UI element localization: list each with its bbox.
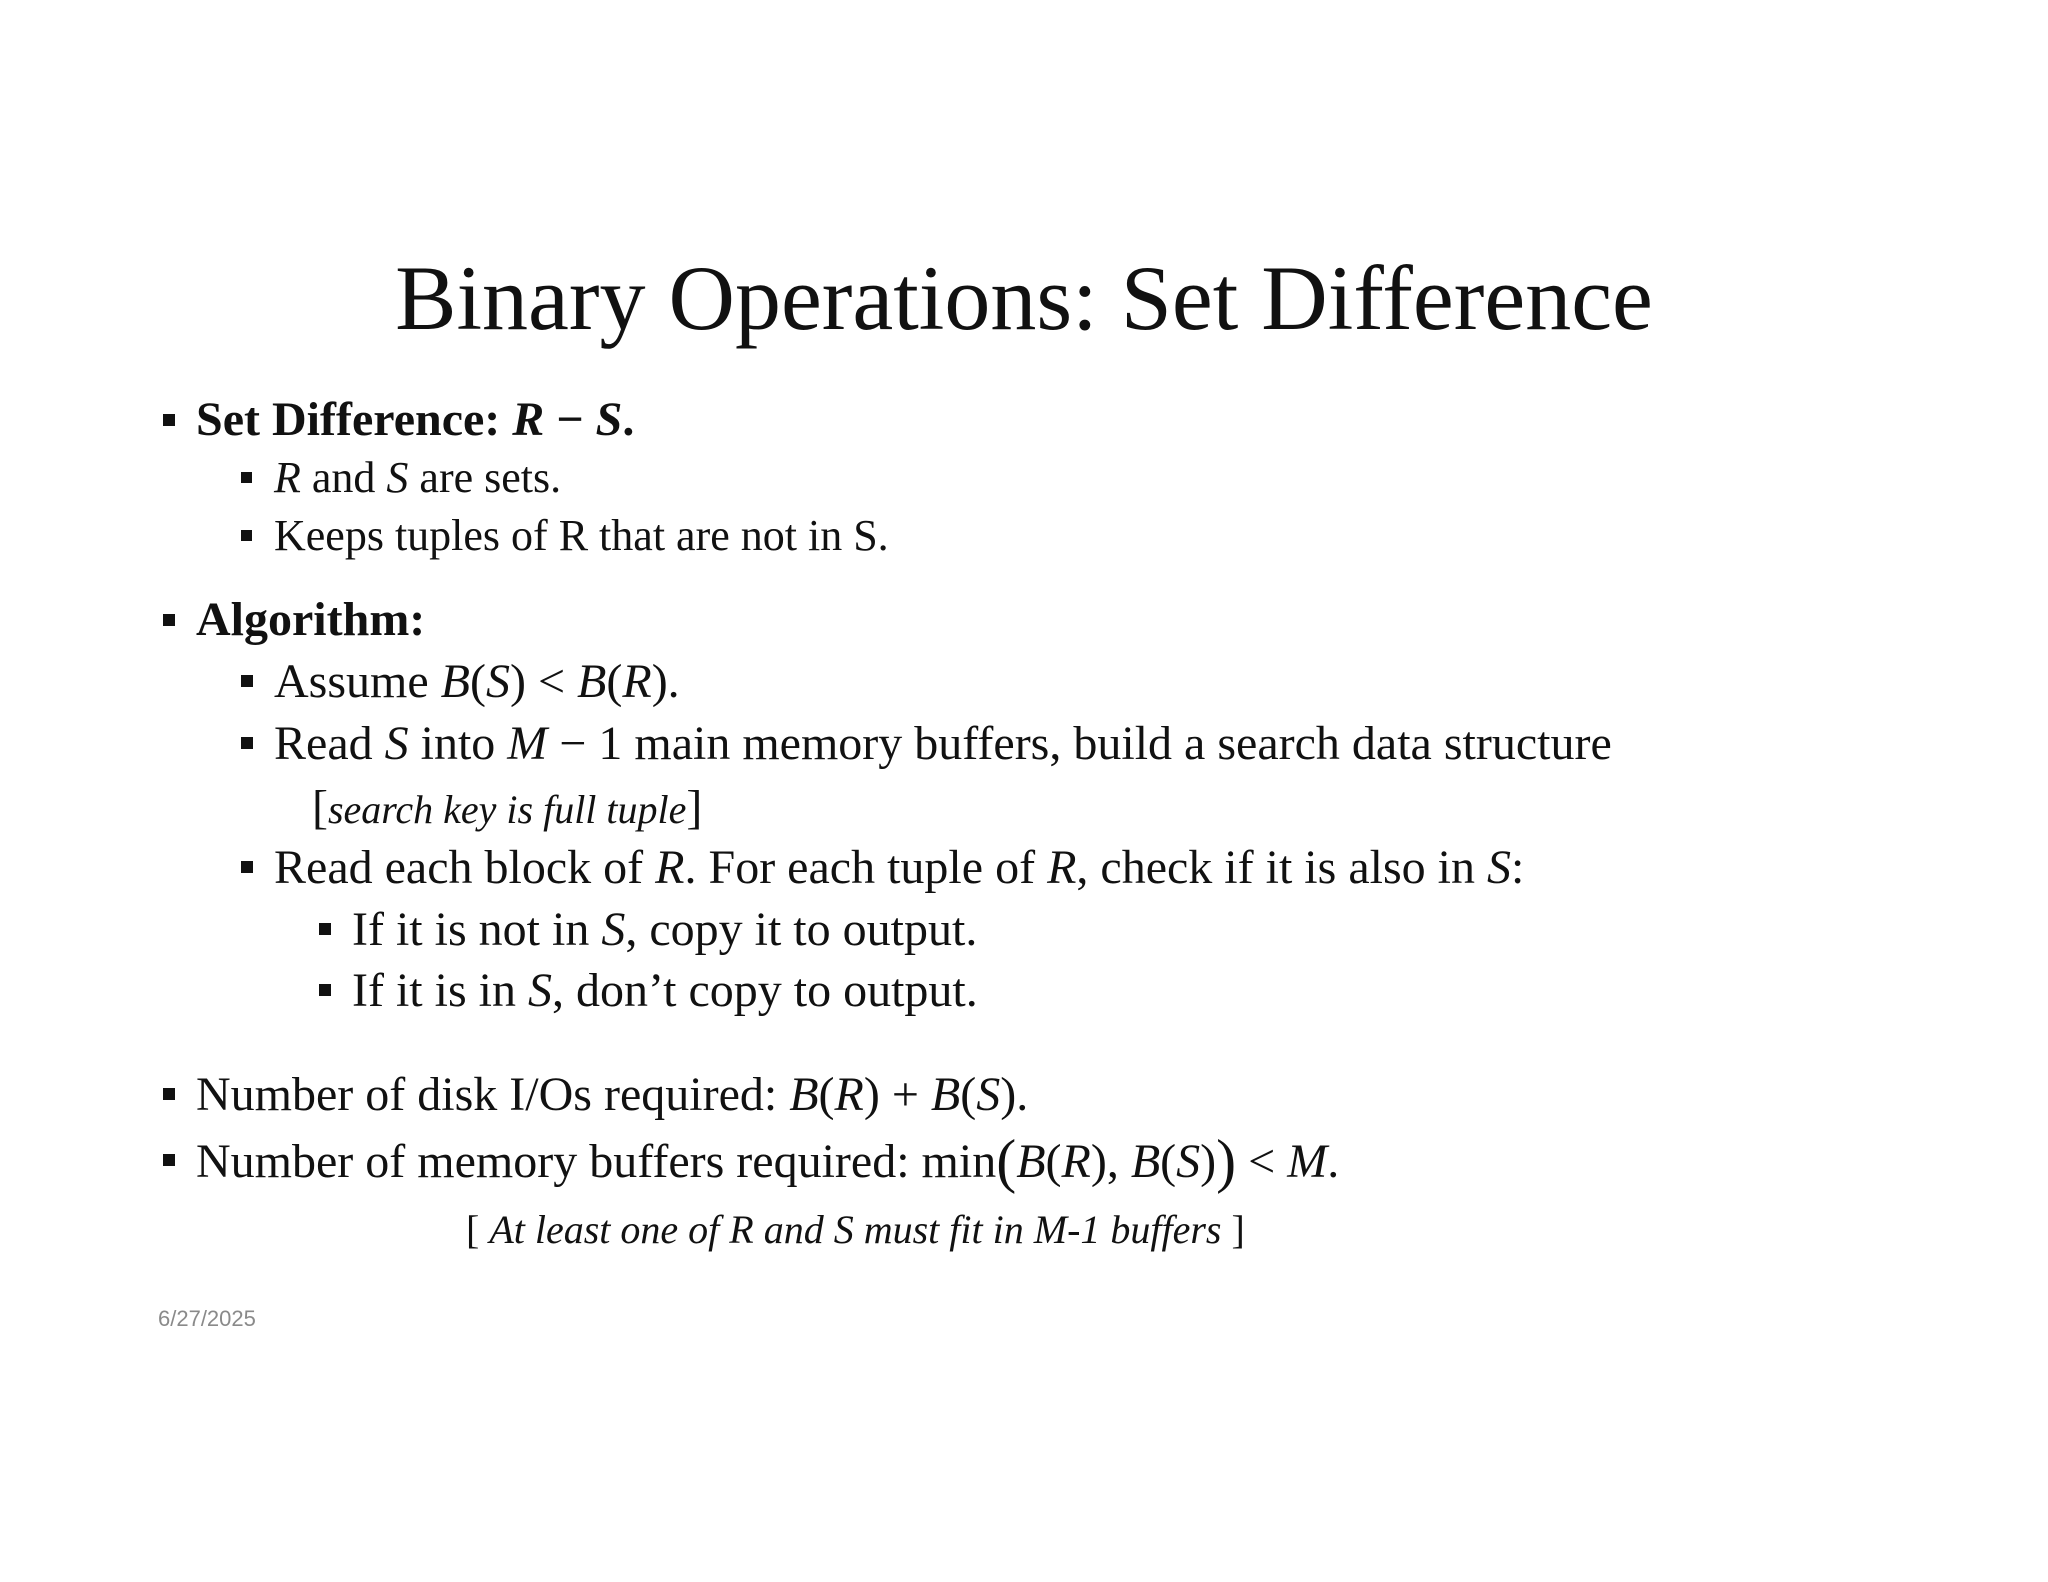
var-s: S (1176, 1135, 1201, 1188)
assume-line (274, 654, 680, 710)
var-s: S (384, 717, 409, 770)
memory-line: Number of memory buffers required: min(B(R), B(S)) < M. (196, 1128, 1340, 1194)
disk-io-text: Number of disk I/Os required: (196, 1068, 790, 1121)
paren: ( (470, 655, 486, 708)
var-r: R (1061, 1135, 1091, 1188)
b-fn: B (1130, 1135, 1161, 1188)
bullet-icon (241, 530, 252, 541)
less-than: < (525, 655, 578, 708)
var-r: R (1047, 841, 1077, 894)
less-than: < (1236, 1135, 1288, 1188)
var-r: R (655, 841, 685, 894)
var-s: S (386, 453, 409, 502)
bracket-close: ] (686, 781, 703, 834)
search-key-text: search key is full tuple (327, 787, 687, 832)
read-r-line (274, 840, 1524, 896)
paren: ) (509, 655, 526, 708)
b-fn: B (577, 655, 607, 708)
plus: + (879, 1068, 931, 1121)
bullet-icon (241, 861, 253, 873)
search-key-note (312, 781, 703, 834)
slide-title: Binary Operations: Set Difference (395, 247, 1653, 349)
comma: , (1106, 1135, 1131, 1188)
var-s: S (485, 655, 510, 708)
fit-note (466, 1206, 1245, 1254)
paren-period: ). (651, 655, 680, 708)
expr-minus: − (544, 393, 596, 446)
for-each-text: . For each tuple of (684, 841, 1048, 894)
bullet-icon (163, 614, 175, 626)
fit-note-text: At least one of R and S must fit in M-1 buffers (489, 1207, 1222, 1252)
not-in-s-line (352, 902, 977, 958)
dont-copy-text: , don’t copy to output. (552, 964, 978, 1017)
expr-period: . (622, 393, 635, 446)
period: . (1327, 1135, 1340, 1188)
period: . (1016, 1068, 1029, 1121)
var-r: R (274, 453, 301, 502)
bullet-icon (319, 923, 331, 935)
check-text: , check if it is also in (1076, 841, 1487, 894)
if-in-text: If it is in (352, 964, 528, 1017)
var-r: R (834, 1068, 864, 1121)
algorithm-heading: Algorithm: (196, 593, 426, 646)
keeps-line: Keeps tuples of R that are not in S. (274, 511, 889, 560)
if-not-text: If it is not in (352, 903, 602, 956)
bullet-icon (319, 984, 331, 996)
b-fn: B (930, 1068, 961, 1121)
var-s: S (528, 964, 552, 1017)
bullet-icon (241, 675, 253, 687)
bracket-close: ] (1221, 1207, 1245, 1252)
disk-io-line: Number of disk I/Os required: B(R) + B(S). (196, 1068, 1029, 1121)
slide-date: 6/27/2025 (158, 1306, 256, 1331)
sets-line (274, 452, 561, 504)
bullet-icon (241, 472, 252, 483)
text-and: and (300, 453, 387, 502)
var-m: M (1287, 1135, 1328, 1188)
bullet-icon (163, 1154, 175, 1166)
expr-s: S (595, 393, 623, 446)
in-s-line (352, 963, 978, 1019)
var-s: S (601, 903, 626, 956)
buffers-text: − 1 main memory buffers, build a search data structure (547, 717, 1612, 770)
read-each-text: Read each block of (274, 841, 656, 894)
copy-text: , copy it to output. (625, 903, 978, 956)
bracket-open: [ (312, 781, 328, 834)
set-difference-label: Set Difference: (196, 393, 513, 446)
memory-text: Number of memory buffers required: min (196, 1135, 997, 1188)
expr-r: R (512, 393, 545, 446)
into-text: into (408, 717, 508, 770)
paren: ( (606, 655, 623, 708)
bullet-icon (163, 1088, 175, 1100)
read-s-line (274, 716, 1612, 772)
var-s: S (1486, 841, 1511, 894)
b-fn: B (440, 655, 470, 708)
assume-text: Assume (274, 655, 441, 708)
var-r: R (622, 655, 652, 708)
bracket-open: [ (466, 1207, 490, 1252)
read-text: Read (274, 717, 385, 770)
b-fn: B (789, 1068, 819, 1121)
bullet-icon (241, 737, 253, 749)
var-s: S (976, 1068, 1001, 1121)
var-m: M (507, 717, 548, 770)
set-difference-heading (196, 392, 634, 448)
colon: : (1510, 841, 1525, 894)
bullet-icon (163, 414, 175, 426)
b-fn: B (1016, 1135, 1046, 1188)
text-are-sets: are sets. (408, 453, 562, 502)
